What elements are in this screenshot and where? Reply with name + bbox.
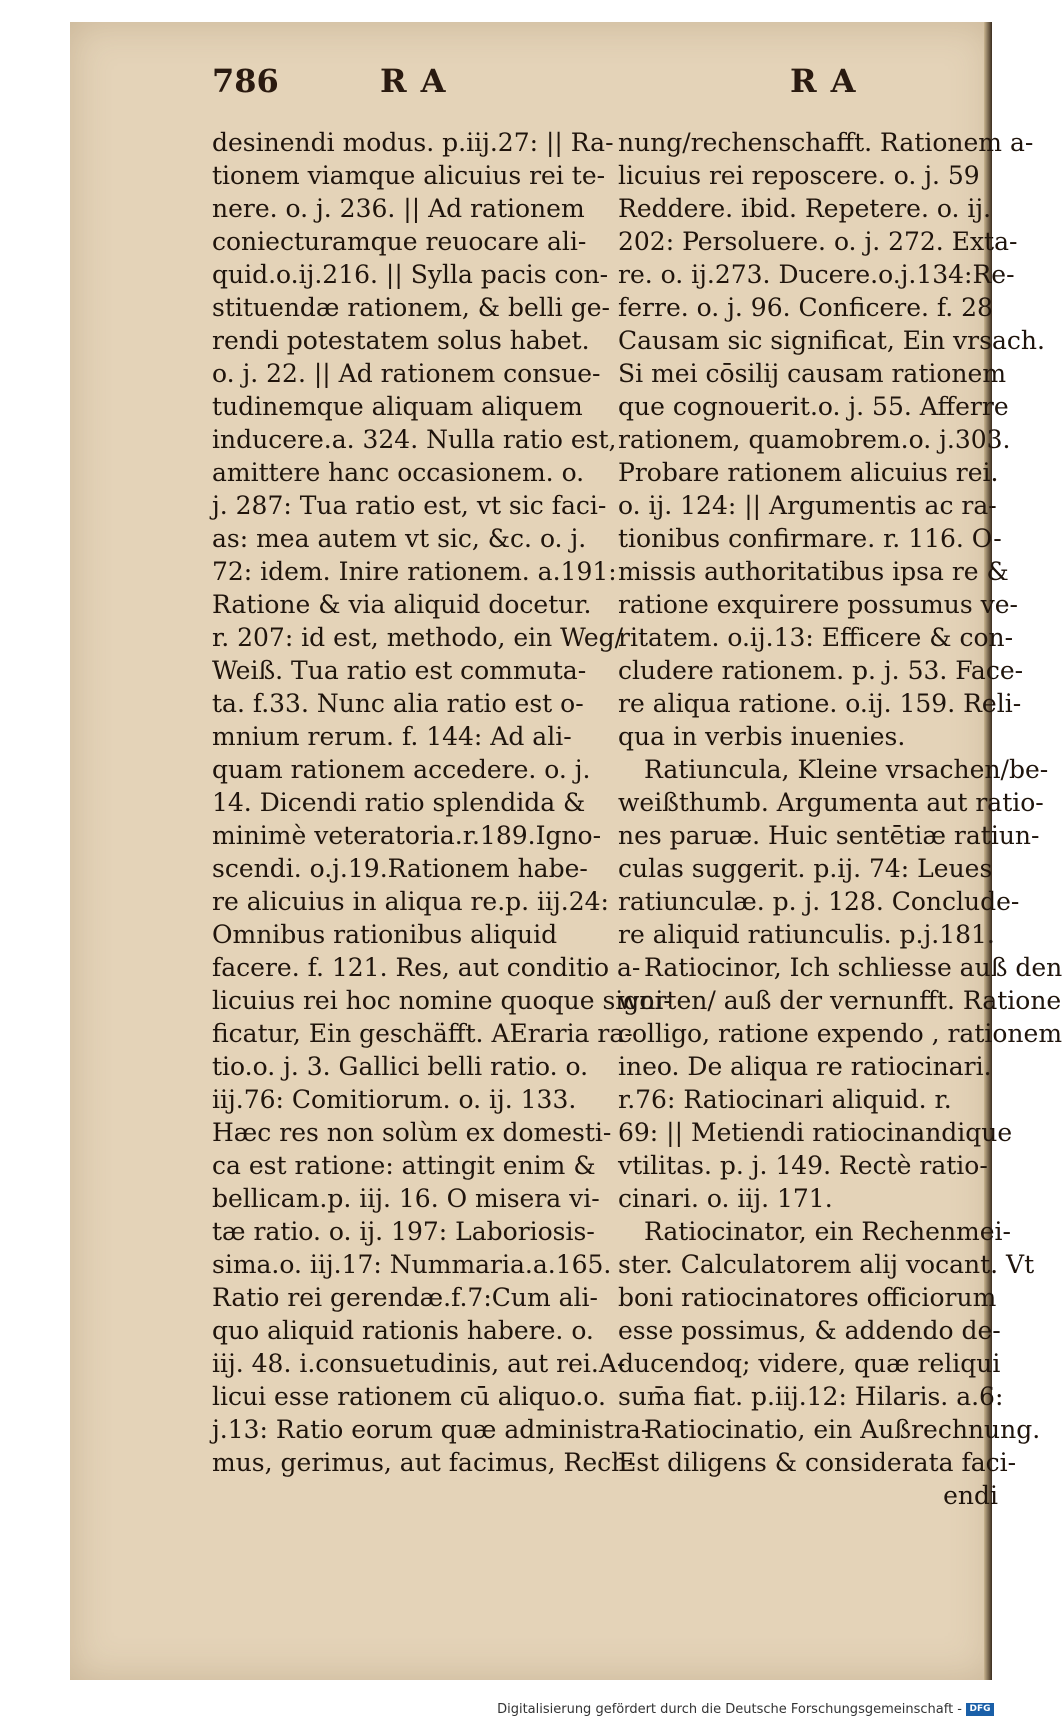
text-line: 202: Persoluere. o. j. 272. Exta-: [618, 227, 1018, 256]
page-number: 786: [212, 62, 279, 100]
text-line: j. 287: Tua ratio est, vt sic faci-: [212, 491, 607, 520]
text-line: Reddere. ibid. Repetere. o. ij.: [618, 194, 992, 223]
text-line: r.76: Ratiocinari aliquid. r.: [618, 1085, 952, 1114]
text-line: o. ij. 124: || Argumentis ac ra-: [618, 491, 997, 520]
text-line: nere. o. j. 236. || Ad rationem: [212, 194, 585, 223]
text-line: ca est ratione: attingit enim &: [212, 1151, 596, 1180]
text-line: cinari. o. iij. 171.: [618, 1184, 833, 1213]
digitization-footer: [0, 1700, 1000, 1720]
text-line: ritatem. o.ij.13: Efficere & con-: [618, 623, 1014, 652]
text-line: ficatur, Ein geschäfft. AEraria ra-: [212, 1019, 633, 1048]
text-line: boni ratiocinatores officiorum: [618, 1283, 997, 1312]
text-line: Ratio rei gerendæ.f.7:Cum ali-: [212, 1283, 598, 1312]
text-line: Ratiocinor, Ich schliesse auß den: [644, 953, 1062, 982]
text-line: Est diligens & considerata faci-: [618, 1448, 1017, 1477]
text-line: Ratiuncula, Kleine vrsachen/be-: [644, 755, 1049, 784]
text-line: r. 207: id est, methodo, ein Weg/: [212, 623, 624, 652]
text-line: desinendi modus. p.iij.27: || Ra-: [212, 128, 614, 157]
text-line: re aliquid ratiunculis. p.j.181.: [618, 920, 995, 949]
text-line: minimè veteratoria.r.189.Igno-: [212, 821, 602, 850]
text-line: Ratiocinator, ein Rechenmei-: [644, 1217, 1011, 1246]
text-line: nes paruæ. Huic sentētiæ ratiun-: [618, 821, 1040, 850]
text-line: facere. f. 121. Res, aut conditio a-: [212, 953, 641, 982]
text-line: Probare rationem alicuius rei.: [618, 458, 999, 487]
text-line: vtilitas. p. j. 149. Rectè ratio-: [618, 1151, 988, 1180]
text-line: iij. 48. i.consuetudinis, aut rei.A-: [212, 1349, 626, 1378]
text-line: ratione exquirere possumus ve-: [618, 590, 1018, 619]
text-line: colligo, ratione expendo , rationem: [618, 1019, 1062, 1048]
text-line: worten/ auß der vernunfft. Ratione: [618, 986, 1062, 1015]
text-line: mus, gerimus, aut facimus, Rech-: [212, 1448, 636, 1477]
text-line: sima.o. iij.17: Nummaria.a.165.: [212, 1250, 612, 1279]
text-line: Causam sic significat, Ein vrsach.: [618, 326, 1045, 355]
text-line: qua in verbis inuenies.: [618, 722, 906, 751]
text-line: quid.o.ij.216. || Sylla pacis con-: [212, 260, 609, 289]
text-line: 69: || Metiendi ratiocinandique: [618, 1118, 1013, 1147]
text-line: weißthumb. Argumenta aut ratio-: [618, 788, 1044, 817]
text-line: que cognouerit.o. j. 55. Afferre: [618, 392, 1009, 421]
text-line: inducere.a. 324. Nulla ratio est,: [212, 425, 617, 454]
text-line: Si mei cōsilij causam rationem: [618, 359, 1007, 388]
text-line: Omnibus rationibus aliquid: [212, 920, 558, 949]
text-line: o. j. 22. || Ad rationem consue-: [212, 359, 601, 388]
text-line: tio.o. j. 3. Gallici belli ratio. o.: [212, 1052, 589, 1081]
text-line: j.13: Ratio eorum quæ administra-: [212, 1415, 650, 1444]
text-line: coniecturamque reuocare ali-: [212, 227, 587, 256]
text-line: tionibus confirmare. r. 116. O-: [618, 524, 1002, 553]
text-line: tæ ratio. o. ij. 197: Laboriosis-: [212, 1217, 595, 1246]
text-line: cludere rationem. p. j. 53. Face-: [618, 656, 1024, 685]
text-line: re aliqua ratione. o.ij. 159. Reli-: [618, 689, 1022, 718]
text-line: endi: [943, 1481, 998, 1510]
running-head-right: RA: [790, 62, 870, 100]
text-line: stituendæ rationem, & belli ge-: [212, 293, 610, 322]
page-header: [140, 62, 952, 112]
text-line: Weiß. Tua ratio est commuta-: [212, 656, 587, 685]
text-line: Hæc res non solùm ex domesti-: [212, 1118, 612, 1147]
text-line: missis authoritatibus ipsa re &: [618, 557, 1009, 586]
running-head-left: RA: [380, 62, 460, 100]
text-line: amittere hanc occasionem. o.: [212, 458, 585, 487]
text-line: nung/rechenschafft. Rationem a-: [618, 128, 1034, 157]
right-text-column: [618, 126, 1062, 1512]
text-line: mnium rerum. f. 144: Ad ali-: [212, 722, 572, 751]
text-line: esse possimus, & addendo de-: [618, 1316, 1001, 1345]
text-line: Ratiocinatio, ein Außrechnung.: [644, 1415, 1041, 1444]
text-line: licui esse rationem cū aliquo.o.: [212, 1382, 606, 1411]
text-line: Ratione & via aliquid docetur.: [212, 590, 592, 619]
text-line: tudinemque aliquam aliquem: [212, 392, 583, 421]
text-line: scendi. o.j.19.Rationem habe-: [212, 854, 588, 883]
text-line: bellicam.p. iij. 16. O misera vi-: [212, 1184, 600, 1213]
text-line: tionem viamque alicuius rei te-: [212, 161, 606, 190]
text-line: re. o. ij.273. Ducere.o.j.134:Re-: [618, 260, 1015, 289]
text-line: ratiunculæ. p. j. 128. Conclude-: [618, 887, 1020, 916]
text-line: rationem, quamobrem.o. j.303.: [618, 425, 1011, 454]
text-line: 14. Dicendi ratio splendida &: [212, 788, 586, 817]
text-line: quam rationem accedere. o. j.: [212, 755, 591, 784]
text-line: ferre. o. j. 96. Conficere. f. 28: [618, 293, 993, 322]
text-line: iij.76: Comitiorum. o. ij. 133.: [212, 1085, 577, 1114]
text-line: culas suggerit. p.ij. 74: Leues: [618, 854, 993, 883]
text-line: sum̄a fiat. p.iij.12: Hilaris. a.6:: [618, 1382, 1004, 1411]
text-line: 72: idem. Inire rationem. a.191:: [212, 557, 617, 586]
text-line: ducendoq; videre, quæ reliqui: [618, 1349, 1001, 1378]
dfg-logo-icon: DFG: [966, 1703, 994, 1716]
text-line: ta. f.33. Nunc alia ratio est o-: [212, 689, 584, 718]
text-line: rendi potestatem solus habet.: [212, 326, 590, 355]
text-line: re alicuius in aliqua re.p. iij.24:: [212, 887, 609, 916]
text-line: ster. Calculatorem alij vocant. Vt: [618, 1250, 1035, 1279]
text-line: ineo. De aliqua re ratiocinari.: [618, 1052, 992, 1081]
text-line: as: mea autem vt sic, &c. o. j.: [212, 524, 587, 553]
left-text-column: [212, 126, 672, 1479]
text-line: licuius rei hoc nomine quoque signi-: [212, 986, 672, 1015]
text-line: licuius rei reposcere. o. j. 59: [618, 161, 980, 190]
footer-credit: Digitalisierung gefördert durch die Deutsche Forschungsgemeinschaft -: [497, 1702, 962, 1717]
text-line: quo aliquid rationis habere. o.: [212, 1316, 594, 1345]
